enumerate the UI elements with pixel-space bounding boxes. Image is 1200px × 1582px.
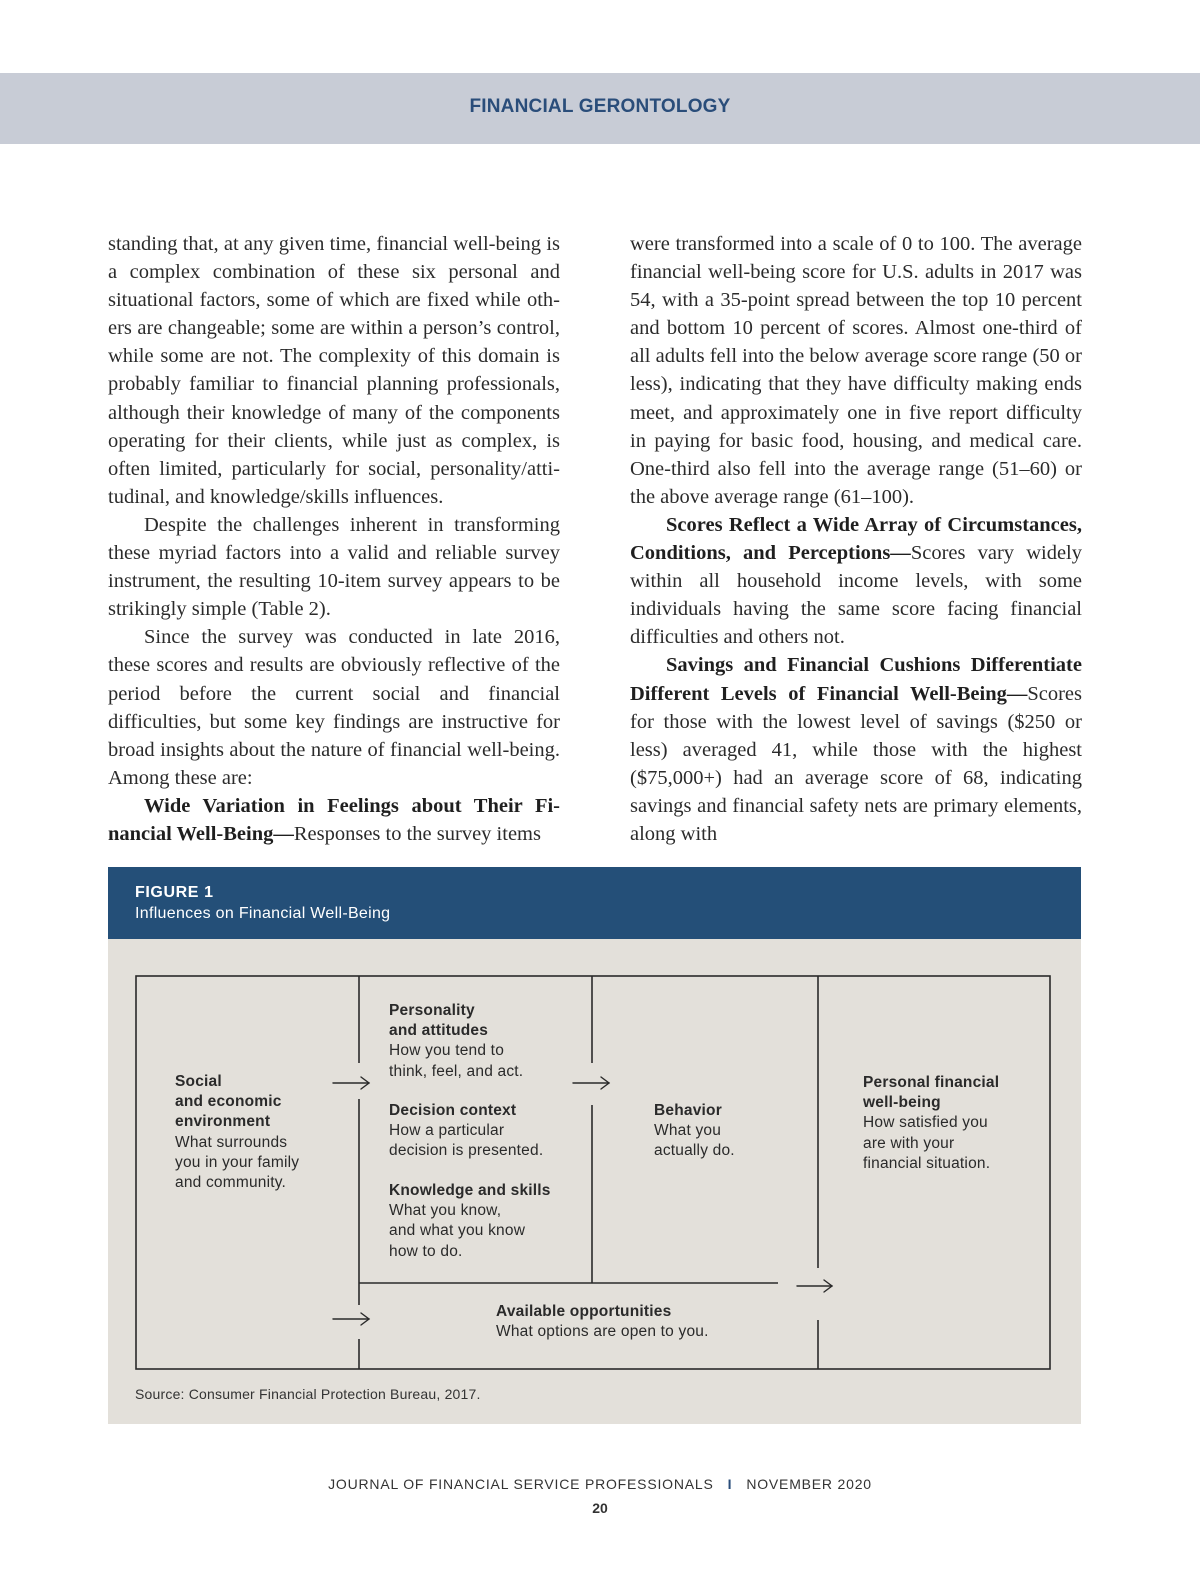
decision-context-box: [389, 1101, 543, 1162]
box-description: how to do.: [389, 1242, 463, 1260]
box-description: financial situation.: [863, 1154, 991, 1172]
arrow-right-icon: [797, 1280, 832, 1292]
box-description: decision is presented.: [389, 1142, 544, 1160]
box-heading: Knowledge and skills: [389, 1182, 551, 1199]
box-description: How satisfied you: [863, 1114, 988, 1132]
box-heading: Personal financial: [863, 1074, 1000, 1091]
paragraph: were transformed into a scale of 0 to 100. The average financial well-being score for U.S. adults in 2017 was 54, with a 35-point spread between the top 10 percent and bottom 10 percent of scores. Almost one-third of all adults fell into the below average score range (50 or less), indicating that they have difficulty making ends meet, and approximately one in five report difficulty in paying for basic food, housing, and medical care. One-third also fell into the average range (51–60) or the above average range (61–100).: [630, 233, 1082, 508]
behavior-box: [654, 1101, 735, 1162]
paragraph-text: Responses to the survey items: [293, 822, 541, 845]
financial-wellbeing-box: [863, 1073, 999, 1174]
paragraph-heading: Scores Reflect a Wide Array of Circumstances, Conditions, and Perceptions—: [630, 513, 1082, 565]
box-description: and what you know: [389, 1222, 526, 1240]
box-description: What you know,: [389, 1202, 502, 1220]
arrow-right-icon: [333, 1313, 369, 1325]
box-description: you in your family: [175, 1153, 300, 1171]
knowledge-skills-box: [389, 1181, 551, 1262]
figure-source: Source: Consumer Financial Protection Bureau, 2017.: [135, 1386, 481, 1402]
paragraph: standing that, at any given time, financial well-being is a complex combination of these six personal and situational factors, some of which are fixed while others are changeable; some are within a person’s control, while some are not. The complexity of this domain is probably familiar to financial planning professionals, although their knowledge of many of the components operating for their clients, while just as complex, is often limited, particularly for social, personality/attitudinal, and knowledge/skills influences.: [108, 233, 560, 508]
box-description: What surrounds: [175, 1133, 288, 1151]
box-heading: Personality: [389, 1002, 475, 1019]
figure-label: FIGURE 1: [135, 884, 214, 901]
box-description: actually do.: [654, 1142, 735, 1160]
box-heading: Social: [175, 1073, 222, 1090]
journal-name: JOURNAL OF FINANCIAL SERVICE PROFESSIONALS: [328, 1476, 714, 1492]
paragraph: Since the survey was conducted in late 2016, these scores and results are obviously reflective of the period before the current social and financial difficulties, but some key findings are instructive for broad insights about the nature of financial well-being. Among these are:: [108, 626, 560, 789]
box-heading: well-being: [863, 1094, 941, 1112]
page-footer: [0, 1476, 1200, 1492]
box-description: How you tend to: [389, 1042, 505, 1060]
box-description: are with your: [863, 1134, 955, 1152]
box-heading: and economic: [175, 1093, 282, 1111]
box-description: How a particular: [389, 1122, 505, 1140]
box-description: think, feel, and act.: [389, 1062, 524, 1080]
arrow-right-icon: [333, 1077, 369, 1089]
paragraph-heading: Savings and Financial Cushions Differentiate Different Levels of Financial Well-Being—: [630, 654, 1082, 705]
box-heading: environment: [175, 1113, 271, 1131]
box-heading: Decision context: [389, 1102, 517, 1119]
footer-separator: I: [727, 1476, 733, 1492]
box-heading: Available opportunities: [496, 1303, 672, 1320]
box-description: What you: [654, 1122, 722, 1140]
figure-title: Influences on Financial Well-Being: [135, 905, 391, 922]
paragraph: Despite the challenges inherent in transforming these myriad factors into a valid and reliable survey instrument, the resulting 10-item survey appears to be strikingly simple (Table 2).: [108, 513, 560, 621]
social-environment-box: [175, 1072, 299, 1193]
opportunities-box: [496, 1302, 709, 1342]
arrow-right-icon: [573, 1077, 609, 1089]
section-title: FINANCIAL GERONTOLOGY: [469, 96, 731, 117]
personality-box: [389, 1001, 523, 1082]
page-number: 20: [592, 1500, 608, 1516]
box-description: and community.: [175, 1174, 287, 1192]
paragraph-text: Scores for those with the lowest level of savings ($250 or less) averaged 41, while those with the highest ($75,000+) had an average score of 68, indicating savings and financial safety nets are primary elements, along with: [630, 682, 1082, 845]
paragraph-heading: Wide Variation in Feelings about Their Financial Well-Being—: [108, 794, 560, 845]
box-heading: and attitudes: [389, 1022, 489, 1040]
box-description: What options are open to you.: [496, 1323, 709, 1341]
issue-date: NOVEMBER 2020: [746, 1476, 872, 1492]
box-heading: Behavior: [654, 1102, 722, 1119]
paragraph-text: Scores vary widely within all household income levels, with some individuals having the same score facing financial difficulties and others not.: [630, 542, 1083, 649]
